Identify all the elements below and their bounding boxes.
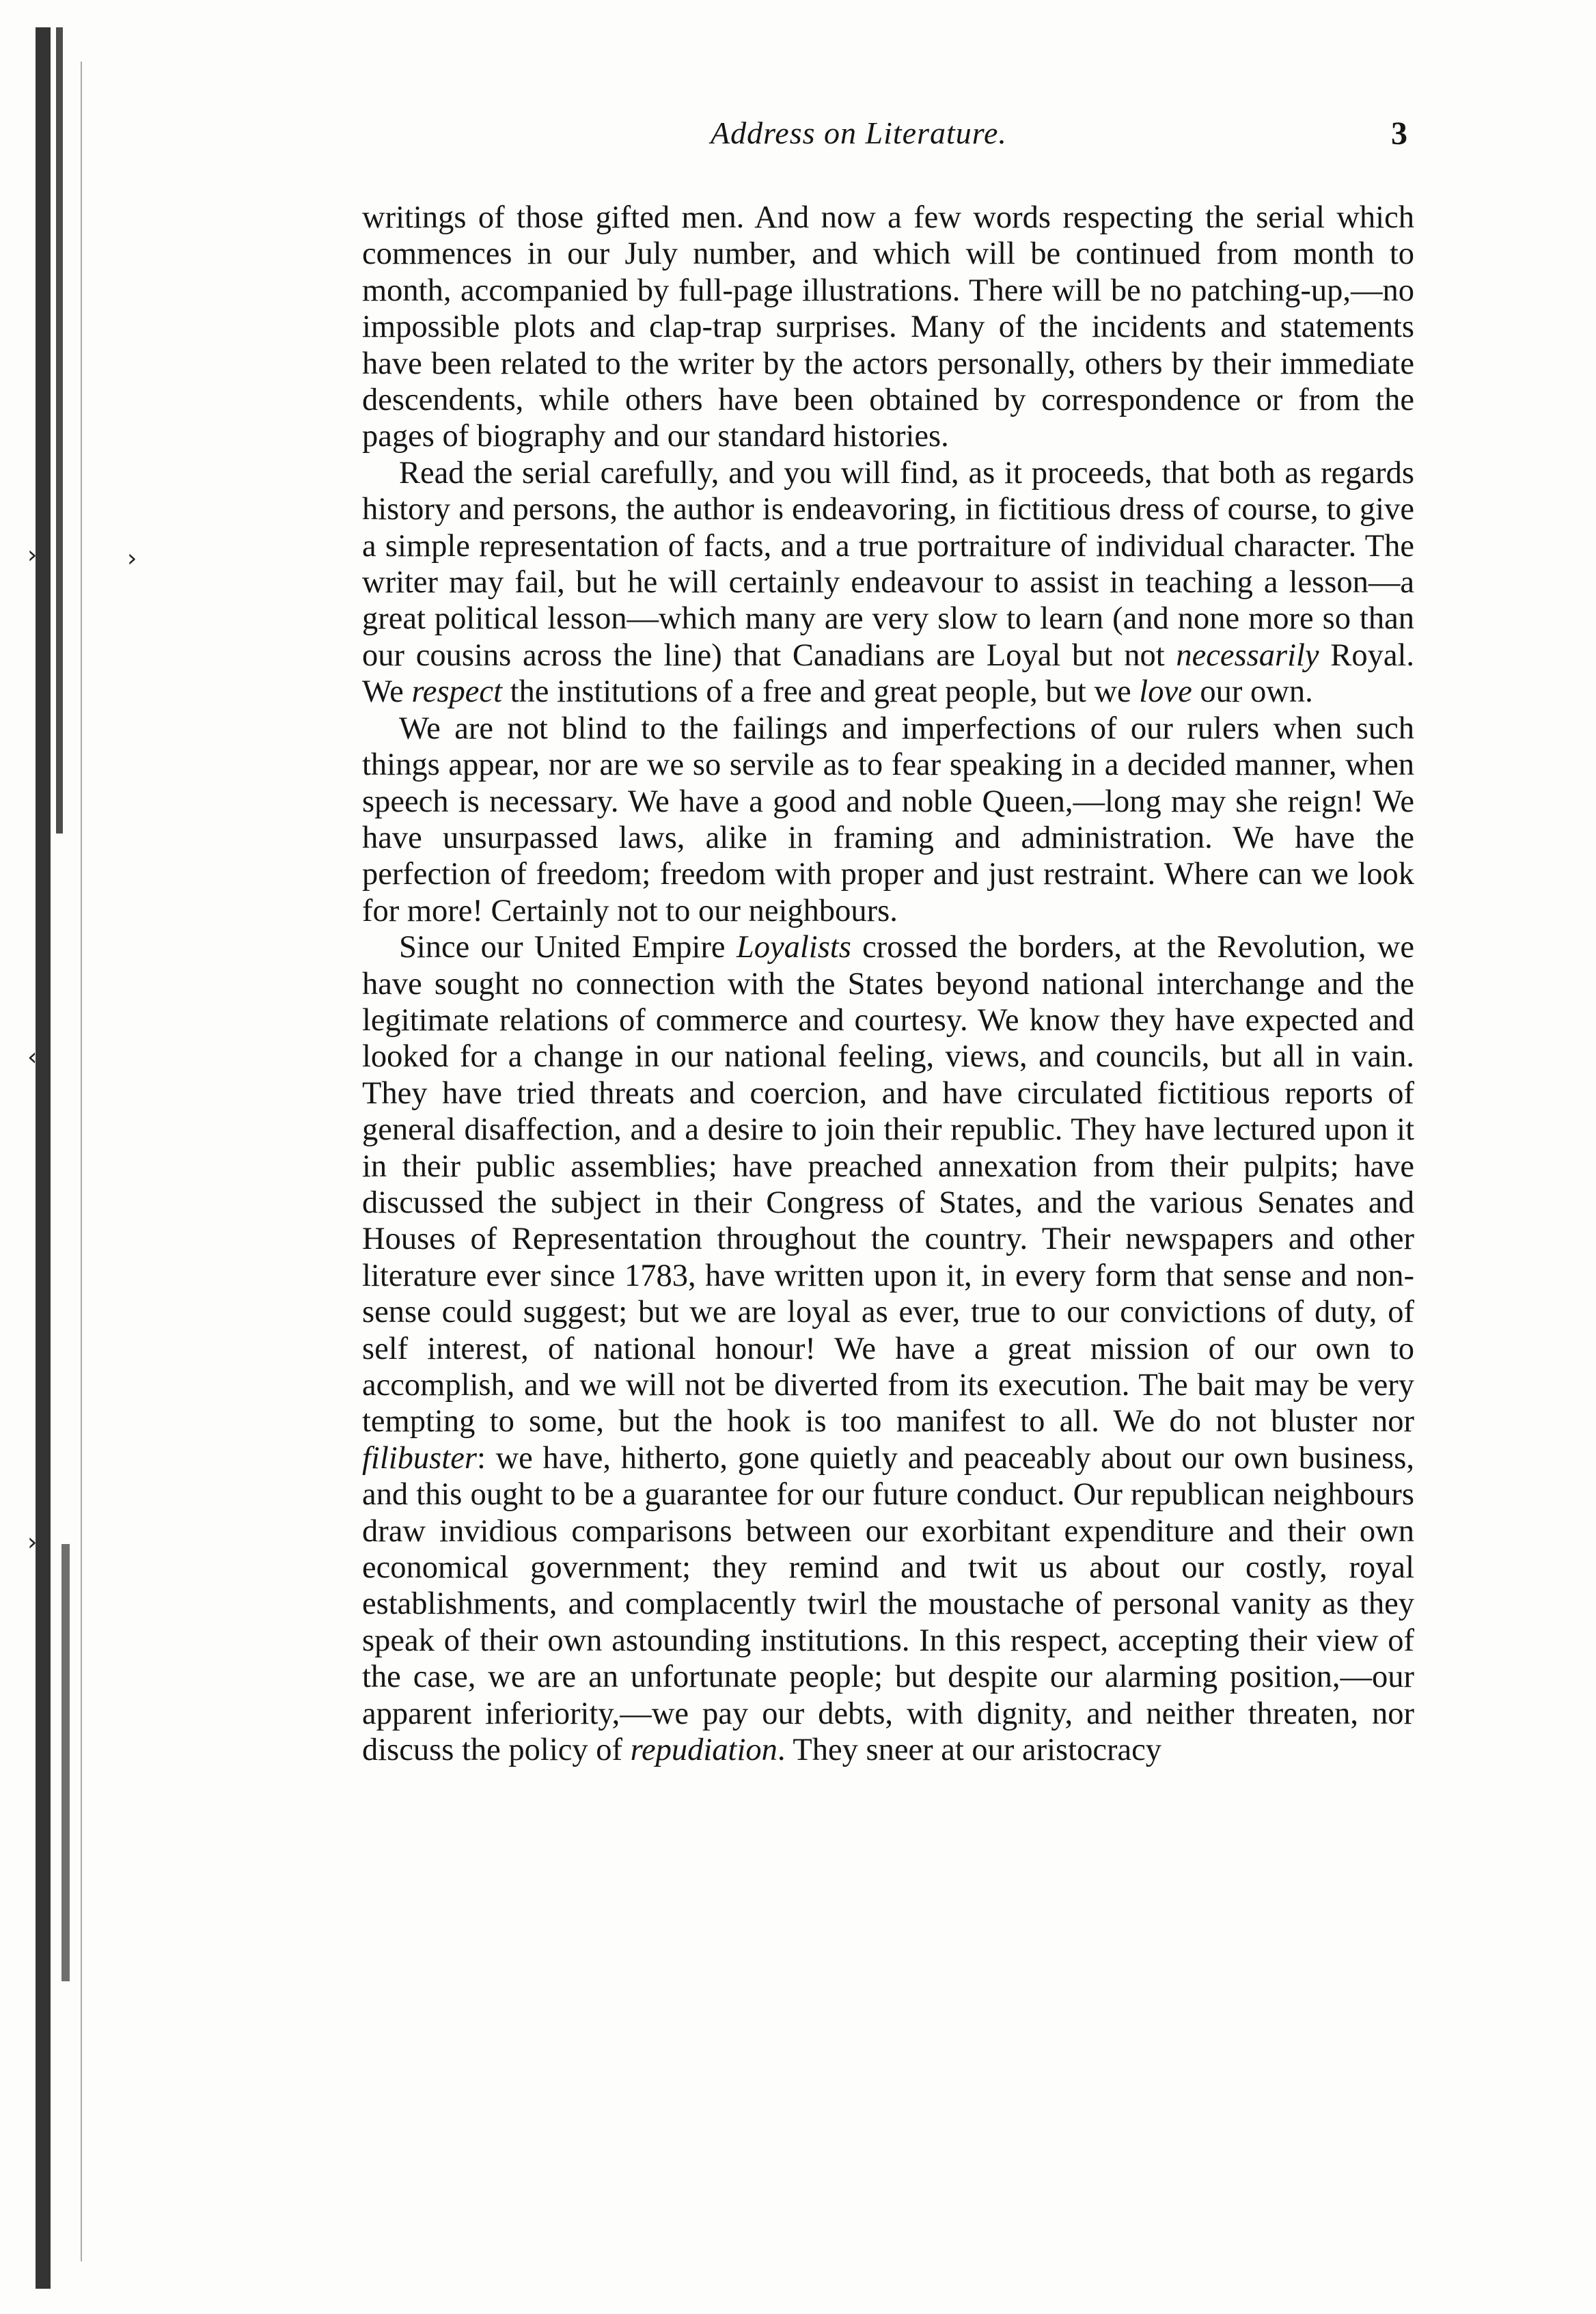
gutter-mark: › <box>27 1528 38 1556</box>
italic-text: necessarily <box>1176 637 1319 673</box>
text-run: : we have, hitherto, gone quietly and peaceably about our own business, and this ought to be a guarantee for our future conduct. Our republican neighbours draw invidious comparisons between our exorbitant expenditure and their own economical government; they remind and twit us about our costly, royal establishments, and complacently twirl the moustache of personal vanity as they speak of their own astounding institutions. In this respect, accepting their view of the case, we are an unfortunate people; but despite our alarming position,—our apparent inferiority,—we pay our debts, with dignity, and neither threaten, nor discuss the policy of <box>362 1440 1414 1768</box>
paragraph <box>362 929 1414 1768</box>
gutter-mark: ‹ <box>27 1043 38 1071</box>
binding-edge-inner-lower <box>61 1544 70 1981</box>
italic-text: respect <box>411 674 502 710</box>
paragraph <box>362 199 1414 455</box>
gutter-mark: › <box>27 541 38 569</box>
page-number: 3 <box>1391 115 1407 152</box>
page-header <box>362 115 1414 163</box>
text-run: Read the serial carefully, and you will find, as it proceeds, that both as regards history and persons, the author is endeavoring, in fictitious dress of course, to give a simple representation of facts, and a true portraiture of individual character. The writer may fail, but he will certainly endeavour to assist in teaching a lesson—a great political lesson—which many are very slow to learn (and none more so than our cousins across the line) that Canadians are Loyal but not <box>362 455 1414 673</box>
margin-rule <box>81 61 82 2261</box>
text-run: our own. <box>1192 674 1313 710</box>
text-run: . They sneer at our aristocracy <box>777 1733 1161 1768</box>
body-text <box>362 199 1414 1768</box>
running-title: Address on Literature. <box>711 115 1007 150</box>
italic-text: repudiation <box>630 1733 778 1768</box>
italic-text: filibuster <box>362 1440 477 1476</box>
text-run: Since our United Empire <box>399 930 737 965</box>
binding-edge-inner <box>56 27 63 834</box>
binding-edge <box>36 27 51 2289</box>
italic-text: love <box>1139 674 1192 710</box>
italic-text: Loyalists <box>736 930 851 965</box>
text-run: crossed the borders, at the Revolution, we have sought no connection with the States beyond national interchange and the legitimate relations of commerce and courtesy. We know they have expected and looked for a change in our national feeling, views, and councils, but all in vain. They have tried threats and coercion, and have circulated fictitious reports of general disaffection, and a desire to join their republic. They have lectured upon it in their public assemblies; have preached annexation from their pulpits; have discussed the subject in their Congress of States, and the various Senates and Houses of Representation throughout the country. Their newspapers and other literature ever since 1783, have written upon it, in every form that sense and non-sense could suggest; but we are loyal as ever, true to our convictions of duty, of self interest, of national honour! We have a great mission of our own to accomplish, and we will not be diverted from its execution. The bait may be very tempting to some, but the hook is too manifest to all. We do not bluster nor <box>362 930 1415 1440</box>
text-run: the institutions of a free and great people, but we <box>502 674 1140 710</box>
text-run: We are not blind to the failings and imperfections of our rulers when such things appear, nor are we so servile as to fear speaking in a decided manner, when speech is necessary. We have a good and noble Queen,—long may she reign! We have unsurpassed laws, alike in framing and administration. We have the perfection of freedom; freedom with proper and just restraint. Where can we look for more! Certainly not to our neighbours. <box>362 711 1414 928</box>
paragraph <box>362 711 1414 929</box>
text-run: writings of those gifted men. And now a few words respecting the serial which commences in our July number, and which will be continued from month to month, accompanied by full-page illustrations. There will be no patching-up,—no impossible plots and clap-trap surprises. Many of the incidents and statements have been related to the writer by the actors personally, others by their immediate descendents, while others have been obtained by correspondence or from the pages of biography and our standard histories. <box>362 200 1414 454</box>
gutter-mark: › <box>127 545 137 573</box>
paragraph <box>362 455 1414 711</box>
text-run: Royal. We <box>362 637 1415 710</box>
